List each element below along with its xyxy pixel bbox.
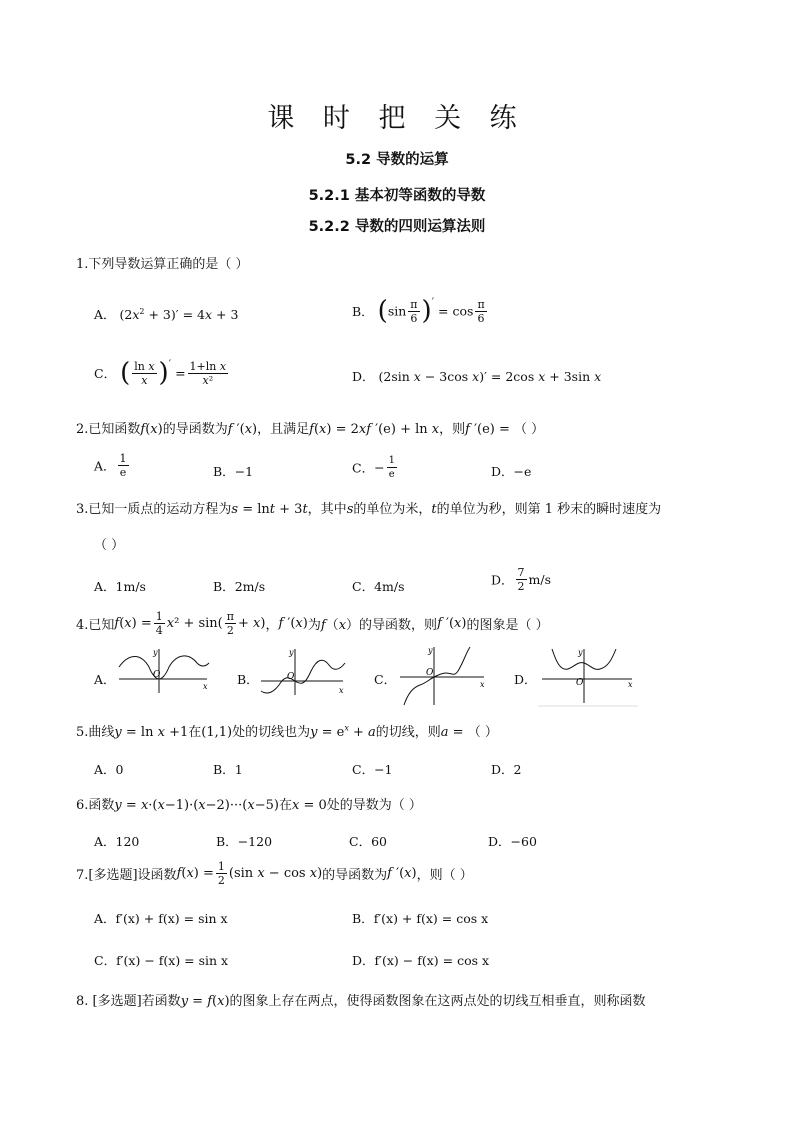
q1-option-a: A． $(2x^2 + 3)' = 4x + 3$ <box>94 306 239 322</box>
q2-stem: 2.已知函数f(x)的导函数为f ′(x)，且满足f(x) = 2xf ′(e) + ln x，则f ′(e) = （ ） <box>76 422 545 437</box>
q5-option-d: D．2 <box>491 762 522 777</box>
q4-stem: 4.已知f(x) = $\frac{1}{4}$ x² + sin( $\frac{\pi}{2}$ + x)，f ′(x)为f（x）的导函数，则f ′(x)的图象是（ ） <box>76 610 549 637</box>
q1-option-b: B． (sin $\frac{\pi}{6}$ )′ = cos $\frac{\pi}{6}$ <box>352 296 485 326</box>
q1-stem: 1.下列导数运算正确的是（ ） <box>76 257 249 272</box>
svg-text:x: x <box>203 682 208 691</box>
svg-text:O: O <box>426 668 434 678</box>
svg-text:O: O <box>287 672 295 682</box>
svg-text:x: x <box>339 686 344 695</box>
q3-option-c: C．4m/s <box>352 579 405 594</box>
section-title: 5.2 导数的运算 <box>345 152 449 168</box>
q8-stem: 8. [多选题]若函数y = f(x)的图象上存在两点，使得函数图象在这两点处的切线互相垂直，则称函数 <box>76 994 646 1009</box>
q3-option-a: A．1m/s <box>94 579 146 594</box>
svg-text:x: x <box>628 680 633 689</box>
q2-option-a: A． $\frac{1}{e}$ <box>94 452 127 479</box>
q2-option-d: D．−e <box>491 464 532 479</box>
page-title: 课 时 把 关 练 <box>267 103 527 134</box>
q6-stem: 6.函数y = x·(x−1)·(x−2)···(x−5)在x = 0处的导数为（ ） <box>76 798 422 813</box>
q5-option-c: C．−1 <box>352 762 393 777</box>
q7-option-d: D．f′(x) − f(x) = cos x <box>352 953 490 968</box>
q5-stem: 5.曲线y = ln x +1在(1,1)处的切线也为$y = e^x + a$的切线，则a = （ ） <box>76 723 498 740</box>
q4-graph-b <box>257 645 349 697</box>
q6-option-d: D．−60 <box>488 834 537 849</box>
q4-option-b-label: B． <box>237 672 259 687</box>
svg-text:y: y <box>153 648 158 657</box>
q4-graph-d <box>538 645 638 707</box>
svg-text:y: y <box>578 648 583 657</box>
subsection-title-2: 5.2.2 导数的四则运算法则 <box>308 219 486 235</box>
q3-option-b: B．2m/s <box>213 579 266 594</box>
q7-stem: 7.[多选题]设函数f(x) = $\frac{1}{2}$ (sin x − cos x)的导函数为f ′(x)，则（ ） <box>76 860 473 887</box>
q4-option-a-label: A． <box>94 672 116 687</box>
svg-text:O: O <box>576 678 584 688</box>
q3-stem: 3.已知一质点的运动方程为s = lnt + 3t，其中s的单位为米，t的单位为秒，则第 1 秒末的瞬时速度为 <box>76 502 662 517</box>
svg-text:x: x <box>480 680 485 689</box>
svg-text:y: y <box>289 648 294 657</box>
svg-text:O: O <box>153 670 161 680</box>
q7-option-a: A．f′(x) + f(x) = sin x <box>94 911 228 926</box>
q6-option-b: B．−120 <box>216 834 273 849</box>
q4-graph-c <box>396 643 488 707</box>
q4-graph-a <box>115 645 211 695</box>
q7-option-c: C．f′(x) − f(x) = sin x <box>94 953 229 968</box>
q3-paren: （ ） <box>94 538 125 553</box>
q7-option-b: B．f′(x) + f(x) = cos x <box>352 911 489 926</box>
q1-option-c: C． ( $\frac{\text{ln x}}{x}$ )′ = $\frac{\text{1+ln x}}{\text{x²}}$ <box>94 358 227 388</box>
q3-option-d: D． $\frac{7}{2}$ m/s <box>491 566 552 593</box>
q1-option-d: D． (2sin x − 3cos x)′ = 2cos x + 3sin x <box>352 369 602 384</box>
q5-option-a: A．0 <box>94 762 124 777</box>
q4-option-c-label: C． <box>374 672 397 687</box>
q4-option-d-label: D． <box>514 672 537 687</box>
svg-text:y: y <box>428 646 433 655</box>
q5-option-b: B．1 <box>213 762 243 777</box>
subsection-title-1: 5.2.1 基本初等函数的导数 <box>308 188 486 204</box>
q2-option-b: B．−1 <box>213 464 254 479</box>
q6-option-a: A．120 <box>94 834 140 849</box>
q2-option-c: C．− $\frac{1}{e}$ <box>352 455 395 480</box>
q6-option-c: C．60 <box>349 834 387 849</box>
